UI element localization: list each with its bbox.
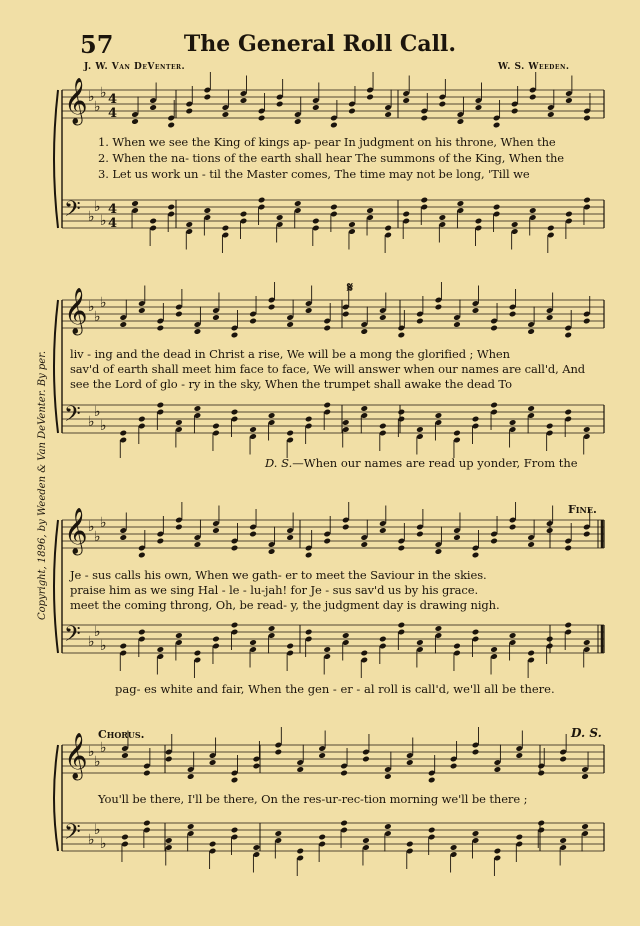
system4-key-flat: ♭ (100, 836, 107, 852)
system3-treble-note (398, 545, 406, 552)
ds-refrain-text: pag- es white and fair, When the gen - er - al roll is call'd, we'll all be there. (115, 682, 555, 696)
system4-bass-note (559, 837, 567, 844)
system1-bass-note (330, 204, 338, 211)
system1-treble-note (348, 108, 356, 115)
system2-treble-note (323, 325, 331, 332)
system2-treble-note (546, 314, 554, 321)
system1-bass-note (222, 225, 230, 232)
system1-bass-note (185, 221, 193, 228)
system1-bass-note (583, 197, 591, 204)
system3-bass-note (249, 639, 257, 646)
time-signature: 4 (108, 92, 118, 107)
system2-brace (54, 300, 58, 433)
system4-treble-note (253, 763, 261, 770)
system2-treble-note (305, 307, 313, 314)
system4-treble-note (187, 773, 195, 780)
system3-bass-note (509, 632, 517, 639)
system3-key-flat: ♭ (88, 634, 95, 650)
system4-key-flat: ♭ (88, 832, 95, 848)
system4-bass-note (318, 834, 326, 841)
system1-bass-note (420, 197, 428, 204)
system2-bass-note (231, 409, 239, 416)
system2-treble-note (379, 314, 387, 321)
system4-bass-note (253, 844, 261, 851)
hymn-title: The General Roll Call. (183, 31, 457, 57)
system2-treble-note (157, 325, 165, 332)
system4-bass-note (296, 848, 304, 855)
system4-bass-note (515, 834, 523, 841)
system2-bass-note (212, 423, 220, 430)
system3-bass-note (398, 622, 406, 629)
system2-bass-note (138, 416, 146, 423)
system2-bass-note (157, 402, 165, 409)
system3-bass-note (286, 643, 294, 650)
system2-bass-note (490, 402, 498, 409)
system3-bass-note (323, 646, 331, 653)
system1-treble-note (222, 111, 230, 118)
time-signature: 4 (108, 106, 118, 121)
system3-treble-note (435, 548, 443, 555)
system2-treble-note (286, 321, 294, 328)
system4-treble-note (428, 777, 436, 784)
system2-verse3: see the Lord of glo - ry in the sky, When the trumpet shall awake the dead To (70, 377, 512, 391)
system4-bass-note (165, 837, 173, 844)
system4-treble-note (559, 756, 567, 763)
system2-treble-note (398, 332, 406, 339)
system1-bass-note (402, 211, 410, 218)
system3-treble-note (472, 552, 480, 559)
system2-bass-note (472, 416, 480, 423)
system1-treble-note (529, 94, 537, 101)
system1-bass-note (258, 197, 266, 204)
system1-key-flat: ♭ (100, 85, 107, 101)
system3-treble-note (157, 538, 165, 545)
system2-treble-note (509, 311, 517, 318)
system2-bass-note (379, 423, 387, 430)
system3-verse2: praise him as we sing Hal - le - lu-jah! for Je - sus sav'd us by his grace. (70, 583, 479, 597)
system4-bass-note (187, 823, 195, 830)
system3-treble-note (527, 541, 535, 548)
system1-treble-note (511, 108, 519, 115)
system1-treble-note (258, 115, 266, 122)
system2-treble-note (268, 304, 276, 311)
system2-treble-note (138, 307, 146, 314)
system1-treble-note (420, 115, 428, 122)
system3-bass-note (472, 629, 480, 636)
copyright-notice: Copyright, 1896, by Weeden & Van DeVenter. By per. (37, 350, 48, 620)
system4-key-flat: ♭ (94, 822, 101, 838)
system3-treble-clef: 𝄞 (64, 508, 88, 554)
system2-bass-note (509, 419, 517, 426)
system1-key-flat: ♭ (94, 199, 101, 215)
system4-bass-note (121, 834, 129, 841)
system1-bass-clef: 𝄢 (64, 197, 81, 227)
system1-treble-note (294, 118, 302, 125)
system1-bass-note (475, 218, 483, 225)
system3-treble-note (268, 548, 276, 555)
system3-bass-note (379, 636, 387, 643)
system1-treble-note (330, 122, 338, 129)
system3-treble-note (249, 531, 257, 538)
system3-treble-note (194, 541, 202, 548)
system3-verse3: meet the coming throng, Oh, be read- y, the judgment day is drawing nigh. (70, 598, 500, 612)
system4-treble-note (143, 770, 151, 777)
system3-bass-note (435, 625, 443, 632)
system4-treble-note (515, 752, 523, 759)
system4-treble-note (121, 752, 129, 759)
system2-treble-note (175, 311, 183, 318)
system4-bass-note (384, 823, 392, 830)
system2-bass-note (119, 430, 127, 437)
system3-treble-note (564, 545, 572, 552)
system1-bass-note (511, 221, 519, 228)
system1-key-flat: ♭ (88, 209, 95, 225)
system1-treble-note (131, 118, 139, 125)
system2-bass-note (268, 412, 276, 419)
system2-treble-note (564, 332, 572, 339)
system2-bass-note (175, 419, 183, 426)
system4-treble-note (450, 763, 458, 770)
system4-bass-note (450, 844, 458, 851)
system4-treble-note (581, 773, 589, 780)
system2-key-flat: ♭ (88, 299, 95, 315)
system2-key-flat: ♭ (88, 414, 95, 430)
system3-bass-note (212, 636, 220, 643)
system1-treble-note (366, 94, 374, 101)
system3-bass-note (231, 622, 239, 629)
ds-text: —When our names are read up yonder, From the (292, 456, 578, 470)
system3-key-flat: ♭ (100, 515, 107, 531)
system1-bass-note (529, 207, 537, 214)
system4-treble-note (494, 766, 502, 773)
system3-bass-note (453, 643, 461, 650)
system3-treble-note (509, 524, 517, 531)
system2-treble-note (416, 318, 424, 325)
system1-treble-note (185, 108, 193, 115)
ds-refrain-intro (265, 456, 578, 470)
system2-bass-note (453, 430, 461, 437)
system1-treble-note (402, 97, 410, 104)
system1-key-flat: ♭ (88, 89, 95, 105)
system3-bass-note (305, 629, 313, 636)
system1-verse3: 3. Let us work un - til the Master comes, The time may not be long, 'Till we (98, 167, 530, 181)
system3-key-flat: ♭ (94, 624, 101, 640)
segno-sign: 𝄋 (347, 280, 354, 296)
system3-treble-note (286, 534, 294, 541)
system4-treble-clef: 𝄞 (64, 733, 88, 779)
system3-treble-note (546, 527, 554, 534)
system1-treble-note (240, 97, 248, 104)
system2-bass-note (416, 426, 424, 433)
system2-bass-note (342, 419, 350, 426)
system3-verse1: Je - sus calls his own, When we gath- er to meet the Saviour in the skies. (70, 568, 487, 582)
system1-treble-note (547, 111, 555, 118)
ds-mark: D. S. (571, 726, 602, 740)
system3-treble-note (323, 538, 331, 545)
system4-treble-note (472, 749, 480, 756)
system2-treble-note (490, 325, 498, 332)
system2-key-flat: ♭ (100, 418, 107, 434)
system3-treble-note (360, 541, 368, 548)
system1-treble-note (167, 122, 175, 129)
system2-treble-note (453, 321, 461, 328)
system2-bass-note (249, 426, 257, 433)
time-signature: 4 (108, 202, 118, 217)
system1-bass-note (457, 200, 465, 207)
system4-treble-note (231, 777, 239, 784)
system3-treble-note (119, 534, 127, 541)
system4-key-flat: ♭ (100, 740, 107, 756)
system2-bass-note (360, 405, 368, 412)
system4-bass-note (340, 820, 348, 827)
system2-verse2: sav'd of earth shall meet him face to face, We will answer when our names are call'd, And (70, 362, 586, 376)
system4-treble-note (296, 766, 304, 773)
system1-verse1: 1. When we see the King of kings ap- pear In judgment on his throne, When the (98, 135, 556, 149)
system2-treble-note (527, 328, 535, 335)
system1-treble-note (204, 94, 212, 101)
system4-bass-note (537, 820, 545, 827)
system4-treble-note (406, 759, 414, 766)
system2-bass-note (194, 405, 202, 412)
system2-bass-note (323, 402, 331, 409)
system3-treble-note (231, 545, 239, 552)
system4-key-flat: ♭ (88, 744, 95, 760)
system1-bass-note (348, 221, 356, 228)
system4-bass-note (428, 827, 436, 834)
system4-treble-note (537, 770, 545, 777)
system3-key-flat: ♭ (88, 519, 95, 535)
system1-treble-note (439, 101, 447, 108)
system4-bass-note (494, 848, 502, 855)
system4-bass-note (143, 820, 151, 827)
system2-key-flat: ♭ (94, 404, 101, 420)
system2-bass-note (583, 426, 591, 433)
system1-bass-note (131, 200, 139, 207)
system2-bass-note (546, 423, 554, 430)
system4-bass-note (581, 823, 589, 830)
system4-bass-note (231, 827, 239, 834)
system3-bass-note (138, 629, 146, 636)
system1-brace (54, 90, 58, 228)
system3-bass-note (119, 643, 127, 650)
system1-bass-note (276, 214, 284, 221)
system1-bass-note (149, 218, 157, 225)
system3-bass-clef: 𝄢 (64, 622, 81, 652)
system2-treble-note (231, 332, 239, 339)
system2-treble-note (472, 307, 480, 314)
system3-treble-note (379, 527, 387, 534)
system1-treble-note (457, 118, 465, 125)
system3-bass-note (583, 639, 591, 646)
system4-treble-note (209, 759, 217, 766)
system2-treble-note (249, 318, 257, 325)
system2-bass-note (527, 405, 535, 412)
system2-bass-note (435, 412, 443, 419)
system3-key-flat: ♭ (94, 529, 101, 545)
system2-bass-note (286, 430, 294, 437)
system1-bass-note (493, 204, 501, 211)
system3-bass-note (360, 650, 368, 657)
system4-bass-note (362, 837, 370, 844)
system1-bass-note (294, 200, 302, 207)
system3-bass-note (490, 646, 498, 653)
system4-bass-clef: 𝄢 (64, 820, 81, 850)
system4-treble-note (362, 756, 370, 763)
system2-verse1: liv - ing and the dead in Christ a rise, We will be a mong the glorified ; When (70, 347, 510, 361)
system4-treble-note (274, 749, 282, 756)
system3-treble-note (305, 552, 313, 559)
system1-bass-note (565, 211, 573, 218)
system3-bass-note (342, 632, 350, 639)
system2-bass-clef: 𝄢 (64, 402, 81, 432)
system2-treble-note (342, 311, 350, 318)
system1-key-flat: ♭ (94, 99, 101, 115)
system4-key-flat: ♭ (94, 754, 101, 770)
system3-treble-note (175, 524, 183, 531)
system2-key-flat: ♭ (100, 295, 107, 311)
system3-treble-note (342, 524, 350, 531)
system2-bass-note (305, 416, 313, 423)
system1-treble-note (312, 104, 320, 111)
system4-brace (54, 745, 58, 851)
hymn-number: 57 (80, 30, 114, 59)
system1-treble-note (565, 97, 573, 104)
system3-key-flat: ♭ (100, 638, 107, 654)
system1-bass-note (312, 218, 320, 225)
system3-bass-note (546, 636, 554, 643)
system4-treble-note (318, 752, 326, 759)
chorus-lyric: You'll be there, I'll be there, On the res-ur-rec-tion morning we'll be there ; (98, 792, 528, 806)
system2-treble-note (435, 304, 443, 311)
system2-key-flat: ♭ (94, 309, 101, 325)
system1-treble-note (384, 111, 392, 118)
system2-treble-clef: 𝄞 (64, 288, 88, 334)
system3-bass-note (527, 650, 535, 657)
system1-treble-note (583, 115, 591, 122)
system4-bass-note (274, 830, 282, 837)
system3-treble-note (138, 552, 146, 559)
system1-verse2: 2. When the na- tions of the earth shall hear The summons of the King, When the (98, 151, 565, 165)
system1-treble-clef: 𝄞 (64, 78, 88, 124)
system3-bass-note (416, 639, 424, 646)
system2-treble-note (194, 328, 202, 335)
system1-bass-note (204, 207, 212, 214)
system1-bass-note (384, 225, 392, 232)
system4-treble-note (384, 773, 392, 780)
fine-label: Fine. (568, 503, 597, 516)
system3-treble-note (212, 527, 220, 534)
system1-treble-note (475, 104, 483, 111)
system1-treble-note (493, 122, 501, 129)
system4-treble-note (340, 770, 348, 777)
system3-treble-note (416, 531, 424, 538)
system1-bass-note (240, 211, 248, 218)
system2-treble-note (360, 328, 368, 335)
system1-treble-note (149, 104, 157, 111)
system1-bass-note (167, 204, 175, 211)
system3-bass-note (175, 632, 183, 639)
system3-bass-note (194, 650, 202, 657)
ds-label: D. S. (265, 456, 293, 470)
system1-bass-note (439, 214, 447, 221)
system4-bass-note (209, 841, 217, 848)
system3-treble-note (453, 534, 461, 541)
composer-credit: W. S. Weeden. (498, 62, 570, 72)
system2-treble-note (583, 318, 591, 325)
system1-bass-note (366, 207, 374, 214)
system2-bass-note (398, 409, 406, 416)
system1-treble-note (276, 101, 284, 108)
system4-treble-note (165, 756, 173, 763)
system4-bass-note (406, 841, 414, 848)
system1-bass-note (547, 225, 555, 232)
system2-treble-note (119, 321, 127, 328)
lyricist-credit: J. W. Van DeVenter. (84, 62, 186, 72)
system2-bass-note (564, 409, 572, 416)
system3-treble-note (583, 531, 591, 538)
system4-bass-note (472, 830, 480, 837)
system3-bass-note (564, 622, 572, 629)
system3-bass-note (157, 646, 165, 653)
system1-key-flat: ♭ (100, 213, 107, 229)
time-signature: 4 (108, 216, 118, 231)
system2-treble-note (212, 314, 220, 321)
chorus-label: Chorus. (98, 728, 145, 741)
system3-treble-note (490, 538, 498, 545)
system3-brace (54, 520, 58, 653)
system3-bass-note (268, 625, 276, 632)
